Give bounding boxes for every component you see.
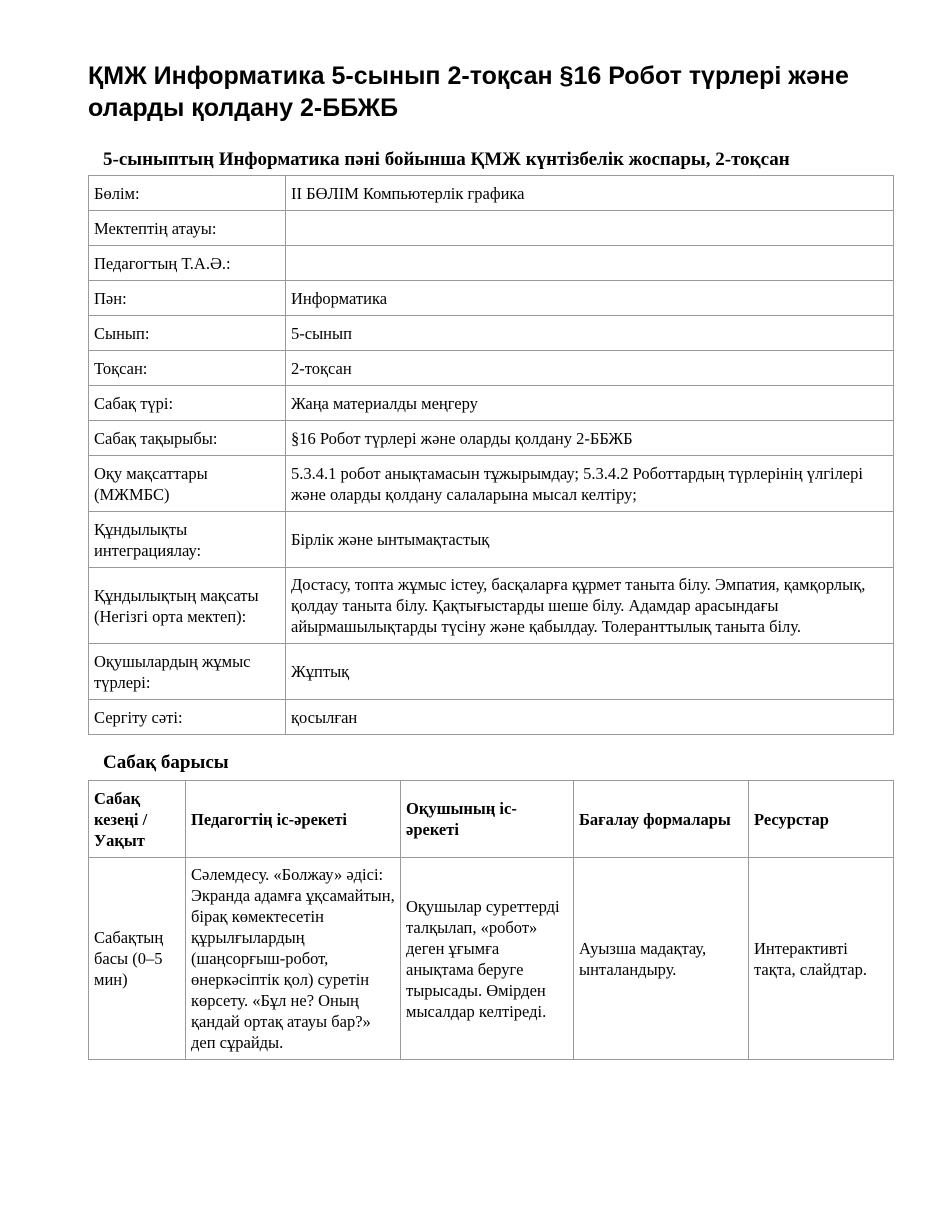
info-value: Жұптық <box>286 644 894 700</box>
header-resources: Ресурстар <box>749 781 894 858</box>
info-row-section <box>89 176 894 211</box>
cell-assessment: Ауызша мадақтау, ынталандыру. <box>574 858 749 1060</box>
info-label: Сергіту сәті: <box>89 700 286 735</box>
header-teacher-activity: Педагогтің іс-әрекеті <box>186 781 401 858</box>
info-row-value-goal <box>89 568 894 644</box>
info-value <box>286 246 894 281</box>
info-label: Құндылықтың мақсаты (Негізгі орта мектеп): <box>89 568 286 644</box>
lesson-flow-title: Сабақ барысы <box>103 752 229 773</box>
info-label: Тоқсан: <box>89 351 286 386</box>
document-page <box>88 60 893 1060</box>
info-row-lesson-type <box>89 386 894 421</box>
plan-title: 5-сыныптың Информатика пәні бойынша ҚМЖ күнтізбелік жоспары, 2-тоқсан <box>103 149 790 170</box>
info-value: 5-сынып <box>286 316 894 351</box>
info-row-break <box>89 700 894 735</box>
info-row-lesson-topic <box>89 421 894 456</box>
info-label: Оқушылардың жұмыс түрлері: <box>89 644 286 700</box>
info-label: Бөлім: <box>89 176 286 211</box>
cell-resources: Интерактивті тақта, слайдтар. <box>749 858 894 1060</box>
info-label: Педагогтың Т.А.Ә.: <box>89 246 286 281</box>
info-value: ІІ БӨЛІМ Компьютерлік графика <box>286 176 894 211</box>
info-row-quarter <box>89 351 894 386</box>
info-label: Пән: <box>89 281 286 316</box>
info-value: Жаңа материалды меңгеру <box>286 386 894 421</box>
info-label: Сабақ түрі: <box>89 386 286 421</box>
header-assessment: Бағалау формалары <box>574 781 749 858</box>
info-label: Құндылықты интеграциялау: <box>89 512 286 568</box>
info-value: §16 Робот түрлері және оларды қолдану 2-ББЖБ <box>286 421 894 456</box>
table-header-row <box>89 781 894 858</box>
info-row-value-integration <box>89 512 894 568</box>
info-row-teacher <box>89 246 894 281</box>
info-row-work-types <box>89 644 894 700</box>
info-row-subject <box>89 281 894 316</box>
header-stage: Сабақ кезеңі / Уақыт <box>89 781 186 858</box>
lesson-info-table <box>88 175 894 735</box>
info-row-objectives <box>89 456 894 512</box>
info-label: Оқу мақсаттары (МЖМБС) <box>89 456 286 512</box>
info-label: Сабақ тақырыбы: <box>89 421 286 456</box>
info-value: Бірлік және ынтымақтастық <box>286 512 894 568</box>
document-title: ҚМЖ Информатика 5-сынып 2-тоқсан §16 Робот түрлері және оларды қолдану 2-ББЖБ <box>88 62 849 122</box>
cell-stage: Сабақтың басы (0–5 мин) <box>89 858 186 1060</box>
info-row-grade <box>89 316 894 351</box>
info-label: Сынып: <box>89 316 286 351</box>
info-row-school <box>89 211 894 246</box>
cell-teacher-activity: Сәлемдесу. «Болжау» әдісі: Экранда адамға ұқсамайтын, бірақ көмектесетін құрылғылардың (шаңсорғыш-робот, өнеркәсіптік қол) суретін көрсету. «Бұл не? Оның қандай ортақ атауы бар?» деп сұрайды. <box>186 858 401 1060</box>
info-value <box>286 211 894 246</box>
header-student-activity: Оқушының іс-әрекеті <box>401 781 574 858</box>
cell-student-activity: Оқушылар суреттерді талқылап, «робот» деген ұғымға анықтама беруге тырысады. Өмірден мысалдар келтіреді. <box>401 858 574 1060</box>
lesson-flow-table <box>88 780 894 1060</box>
info-value: Информатика <box>286 281 894 316</box>
info-value: 2-тоқсан <box>286 351 894 386</box>
info-value: Достасу, топта жұмыс істеу, басқаларға құрмет таныта білу. Эмпатия, қамқорлық, қолдау таныта білу. Қақтығыстарды шеше білу. Адамдар арасындағы айырмашылықтарды түсіну және қабылдау. Толеранттылық таныта білу. <box>286 568 894 644</box>
info-label: Мектептің атауы: <box>89 211 286 246</box>
table-row <box>89 858 894 1060</box>
info-value: 5.3.4.1 робот анықтамасын тұжырымдау; 5.3.4.2 Роботтардың түрлерінің үлгілері және оларды қолдану салаларына мысал келтіру; <box>286 456 894 512</box>
info-value: қосылған <box>286 700 894 735</box>
